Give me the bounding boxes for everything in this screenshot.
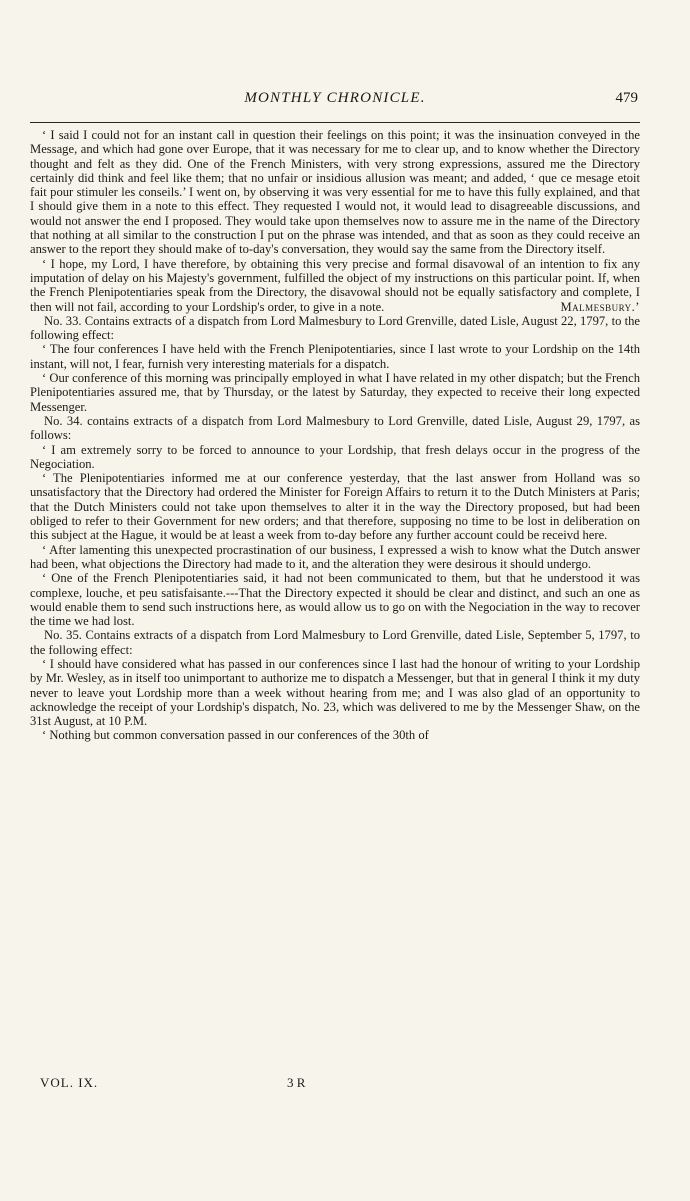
paragraph: ‘ I am extremely sorry to be forced to announce to your Lordship, that fresh delays occur in the progress of the Negociation. <box>30 442 640 471</box>
running-title: MONTHLY CHRONICLE. <box>244 90 426 106</box>
paragraph: ‘ After lamenting this unexpected procrastination of our business, I expressed a wish to know what the Dutch answer had been, what objections the Directory had made to it, and the alteration they were desirous it should undergo. <box>30 542 640 571</box>
paragraph: ‘ I said I could not for an instant call in question their feelings on this point; it was the insinuation conveyed in the Message, and which had gone over Europe, that it was necessary for me to clear up, and to know whether the Directory thought and felt as they did. One of the French Ministers, with very strong expressions, assured me the Directory certainly did think and feel like them; that no unfair or insidious allusion was meant; and added, ‘ que ce mesage etoit fait pour stimuler les conseils.’ I went on, by observing it was very essential for me to have this fully explained, and that I should give them in a note to this effect. They requested I would not, it would lead to disagreeable discussions, and would not answer the end I proposed. They would take upon themselves now to assure me in the name of the Directory that nothing at all similar to the construction I put on the phrase was intended, and that as soon as they could receive an answer to the report they should make of to-day's conversation, they would say the same from the Directory itself. <box>30 128 640 257</box>
header-rule <box>30 122 640 123</box>
dispatch-summary: No. 34. contains extracts of a dispatch from Lord Malmesbury to Lord Grenville, dated Lisle, August 29, 1797, as follows: <box>30 413 640 443</box>
paragraph: ‘ Our conference of this morning was principally employed in what I have related in my other dispatch; but the French Plenipotentiaries assured me, that by Thursday, or the latest by Saturday, they expected to receive their long expected Messenger. <box>30 371 640 414</box>
signature-mark: 3 R <box>287 1075 306 1090</box>
chronicle-text <box>30 128 640 743</box>
paragraph-text: ‘ I hope, my Lord, I have therefore, by obtaining this very precise and formal disavowal of an intention to fix any imputation of delay on his Majesty's government, fulfilled the object of my instructions on this particular point. If, when the French Plenipotentiaries speak from the Directory, the disavowal should not be equally satisfactory and complete, I then will not fail, according to your Lordship's order, to give in a note. <box>30 256 640 314</box>
page-header <box>32 90 638 112</box>
malmesbury-signature: Malmesbury.’ <box>560 299 640 314</box>
paragraph: ‘ Nothing but common conversation passed in our conferences of the 30th of <box>42 728 429 743</box>
paragraph: ‘ The four conferences I have held with the French Plenipotentiaries, since I last wrote to your Lordship on the 14th instant, will not, I fear, furnish very interesting materials for a dispatch. <box>30 342 640 371</box>
paragraph: ‘ I should have considered what has passed in our conferences since I last had the honour of writing to your Lordship by Mr. Wesley, as in itself too unimportant to authorize me to dispatch a Messenger, but that in general I think it my duty never to leave yout Lordship more than a week without hearing from me; and I was also glad of an opportunity to acknowledge the receipt of your Lordship's dispatch, No. 23, which was delivered to me by the Messenger Shaw, on the 31st August, at 10 P.M. <box>30 656 640 729</box>
dispatch-summary: No. 33. Contains extracts of a dispatch from Lord Malmesbury to Lord Grenville, dated Lisle, August 22, 1797, to the following effect: <box>30 313 640 343</box>
dispatch-summary: No. 35. Contains extracts of a dispatch from Lord Malmesbury to Lord Grenville, dated Lisle, September 5, 1797, to the following effect: <box>30 628 640 657</box>
paragraph: ‘ The Plenipotentiaries informed me at our conference yesterday, that the last answer from Holland was so unsatisfactory that the Directory had ordered the Minister for Foreign Affairs to return it to the Dutch Ministers at Paris; that the Dutch Ministers could not take upon themselves to alter it in the way the Directory proposed, but had been obliged to refer to their Government for new orders; and that therefore, supposing no time to be lost in deliberation on this subject at the Hague, it would be at least a week from to-day before any further account could be receivd here. <box>30 471 640 543</box>
page-number: 479 <box>615 90 638 106</box>
volume-label: VOL. IX. <box>40 1075 99 1090</box>
paragraph: ‘ One of the French Plenipotentiaries said, it had not been communicated to them, but that he understood it was complexe, louche, et peu satisfaisante.---That the Directory expected it should be clear and distinct, and such an one as would enable them to send such instructions here, as would allow us to go on with the Negociation in the way to recover the time we had lost. <box>30 571 640 629</box>
page-footer <box>30 1075 640 1095</box>
paragraph <box>30 257 640 314</box>
